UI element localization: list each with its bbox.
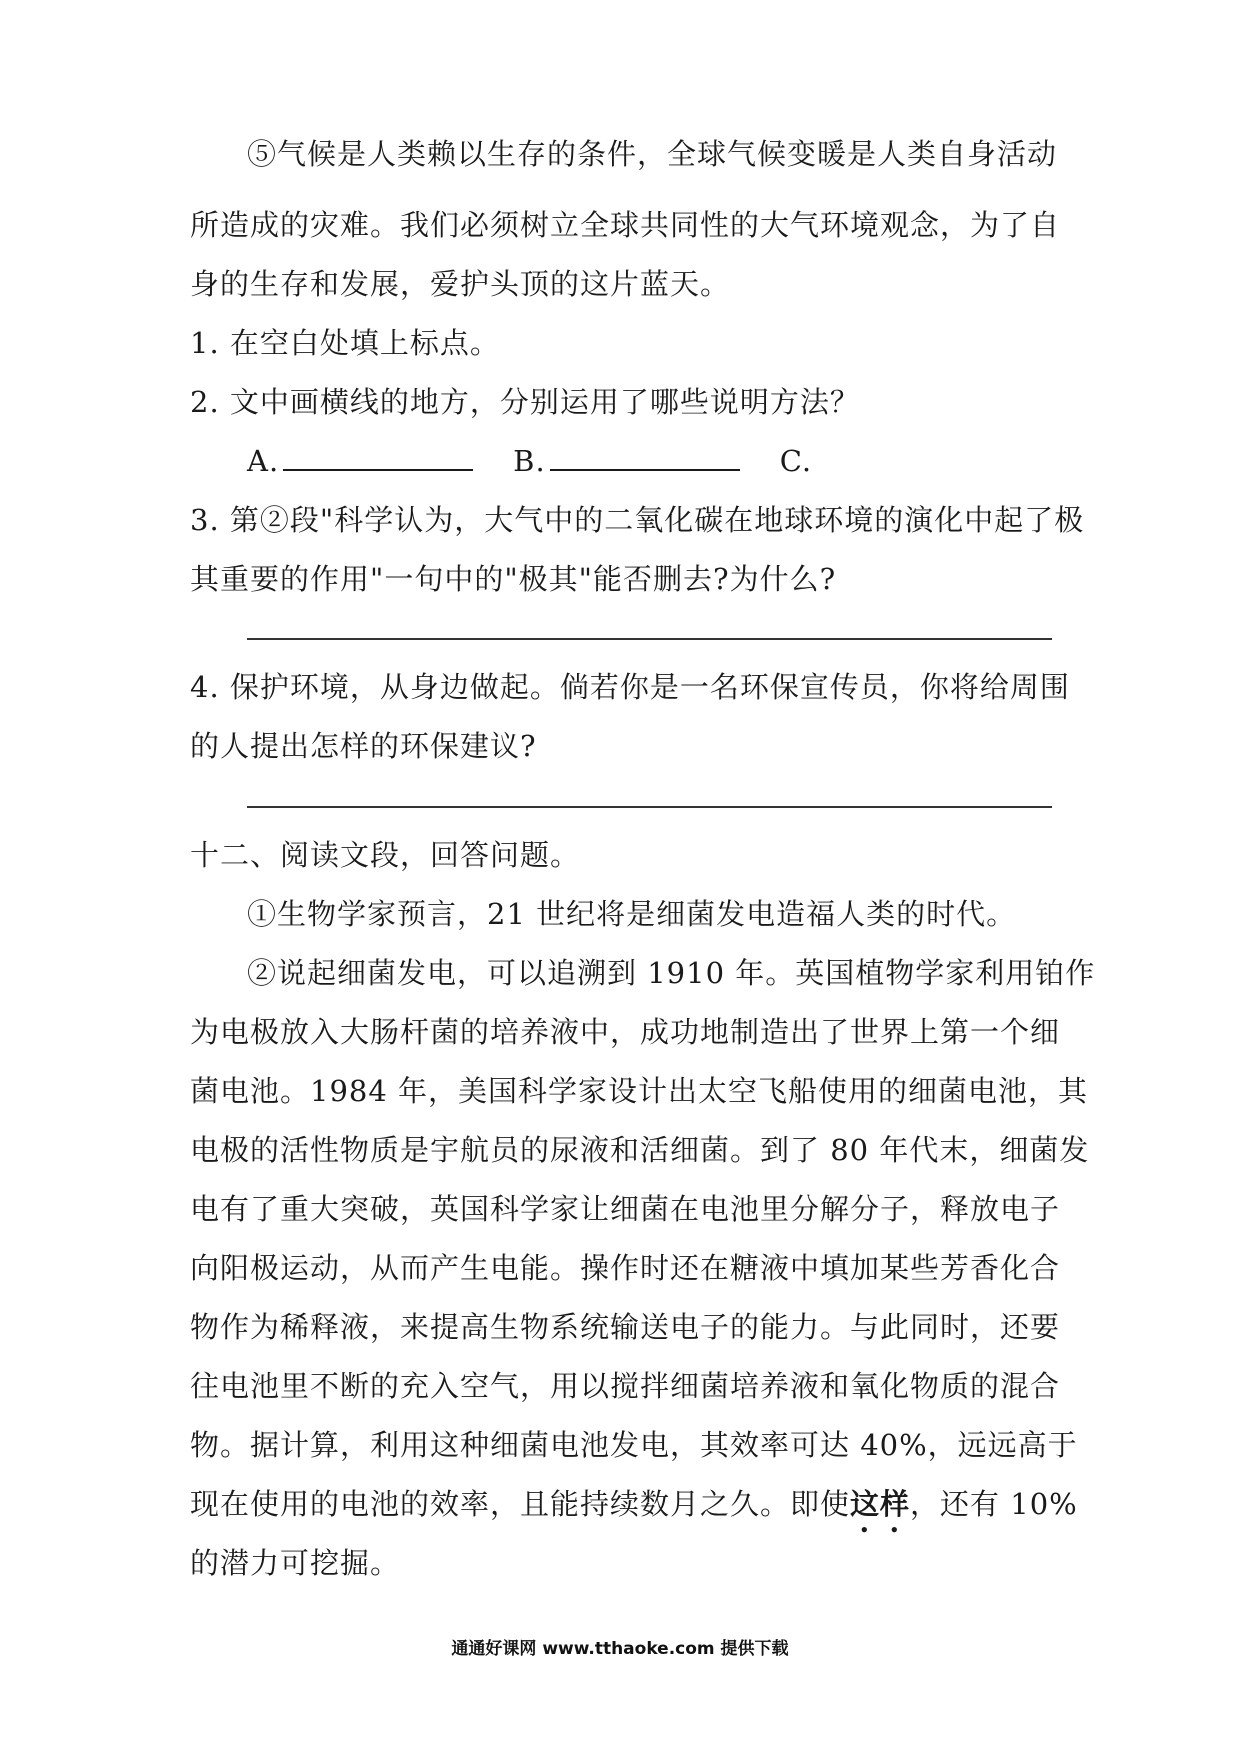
question-4-line-2: 的人提出怎样的环保建议? bbox=[190, 729, 537, 763]
section-12-paragraph-2-line: ②说起细菌发电，可以追溯到 1910 年。英国植物学家利用铂作 bbox=[247, 956, 1096, 990]
section-12-paragraph-2-line: 向阳极运动，从而产生电能。操作时还在糖液中填加某些芳香化合 bbox=[190, 1251, 1061, 1285]
question-4-answer-line[interactable] bbox=[247, 806, 1052, 808]
emphasized-word: 这样 bbox=[850, 1487, 911, 1521]
question-3-answer-line[interactable] bbox=[247, 638, 1052, 640]
section-12-paragraph-2-final-line: 的潜力可挖掘。 bbox=[190, 1546, 401, 1580]
emphasis-line-before: 现在使用的电池的效率，且能持续数月之久。即使 bbox=[190, 1487, 851, 1521]
question-2: 2. 文中画横线的地方，分别运用了哪些说明方法？ bbox=[190, 385, 860, 419]
section-12-heading: 十二、阅读文段，回答问题。 bbox=[190, 838, 581, 872]
section-12-paragraph-2-line: 菌电池。1984 年，美国科学家设计出太空飞船使用的细菌电池，其 bbox=[190, 1074, 1089, 1108]
section-12-paragraph-2-line: 电极的活性物质是宇航员的尿液和活细菌。到了 80 年代末，细菌发 bbox=[190, 1133, 1090, 1167]
section-12-paragraph-2-line: 电有了重大突破，英国科学家让细菌在电池里分解分子，释放电子 bbox=[190, 1192, 1061, 1226]
emphasis-line-after: ，还有 10% bbox=[910, 1487, 1078, 1521]
section-12-paragraph-2-line: 物作为稀释液，来提高生物系统输送电子的能力。与此同时，还要 bbox=[190, 1310, 1061, 1344]
paragraph-5-line-1: ⑤气候是人类赖以生存的条件，全球气候变暖是人类自身活动 bbox=[247, 137, 1058, 171]
section-12-paragraph-2-line: 物。据计算，利用这种细菌电池发电，其效率可达 40%，远远高于 bbox=[190, 1428, 1078, 1462]
option-b-blank[interactable] bbox=[550, 443, 740, 471]
question-3-line-2: 其重要的作用"一句中的"极其"能否删去?为什么? bbox=[190, 562, 837, 596]
section-12-paragraph-1: ①生物学家预言，21 世纪将是细菌发电造福人类的时代。 bbox=[247, 897, 1017, 931]
option-c-label: C. bbox=[779, 444, 813, 478]
section-12-paragraph-2-emphasis-line bbox=[190, 1484, 1078, 1539]
footer-watermark: 通通好课网 www.tthaoke.com 提供下载 bbox=[451, 1639, 789, 1659]
option-a-label: A. bbox=[247, 444, 280, 478]
option-b-label: B. bbox=[513, 444, 546, 478]
question-3-line-1: 3. 第②段"科学认为，大气中的二氧化碳在地球环境的演化中起了极 bbox=[190, 503, 1085, 537]
question-1: 1. 在空白处填上标点。 bbox=[190, 326, 500, 360]
section-12-paragraph-2-line: 往电池里不断的充入空气，用以搅拌细菌培养液和氧化物质的混合 bbox=[190, 1369, 1061, 1403]
paragraph-5-line-2: 所造成的灾难。我们必须树立全球共同性的大气环境观念，为了自 bbox=[190, 208, 1061, 242]
question-4-line-1: 4. 保护环境，从身边做起。倘若你是一名环保宣传员，你将给周围 bbox=[190, 670, 1070, 704]
paragraph-5-line-3: 身的生存和发展，爱护头顶的这片蓝天。 bbox=[190, 267, 731, 301]
option-a-blank[interactable] bbox=[283, 443, 473, 471]
question-2-options bbox=[247, 441, 1060, 481]
section-12-paragraph-2-line: 为电极放入大肠杆菌的培养液中，成功地制造出了世界上第一个细 bbox=[190, 1015, 1061, 1049]
